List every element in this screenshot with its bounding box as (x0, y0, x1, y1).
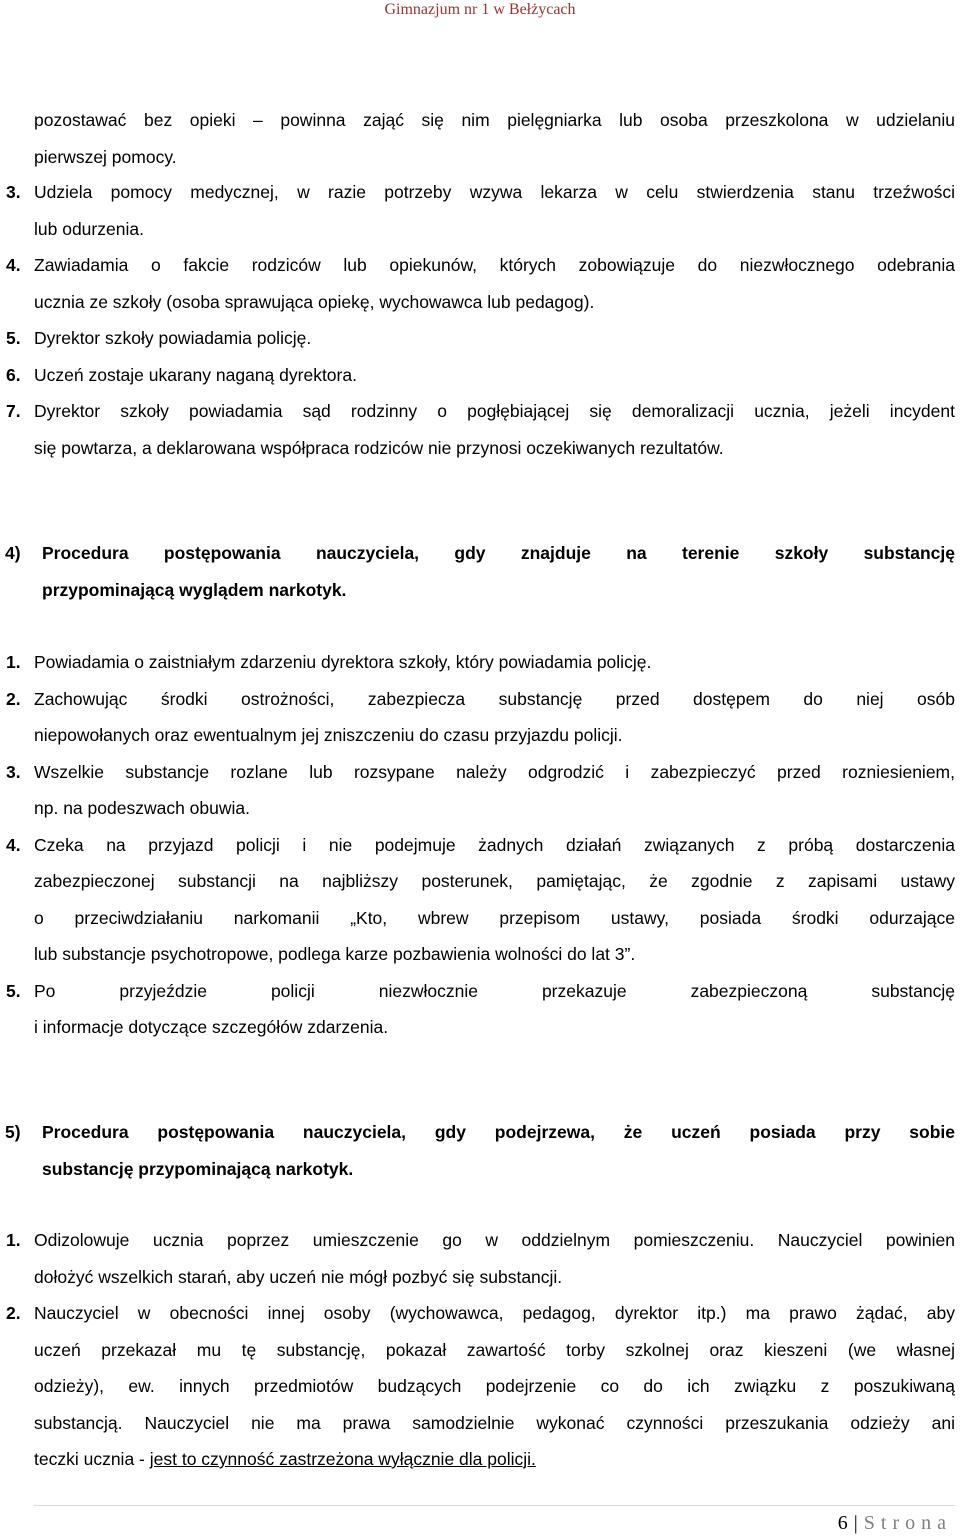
list-item: 4. Czeka na przyjazd policji i nie podejmuje żadnych działań związanych z próbą dostarczenia (34, 827, 955, 864)
list-number: 1. (6, 1230, 21, 1250)
list-item-continued: niepowołanych oraz ewentualnym jej zniszczeniu do czasu przyjazdu policji. (34, 725, 623, 745)
list-item-continued: uczeń przekazał mu tę substancję, pokazał zawartość torby szkolnej oraz kieszeni (we własnej (34, 1339, 955, 1360)
list-number: 3. (6, 761, 21, 782)
continuation-paragraph (34, 102, 955, 175)
underlined-text: jest to czynność zastrzeżona wyłącznie dla policji. (149, 1449, 536, 1469)
list-item-continued: i informacje dotyczące szczegółów zdarzenia. (34, 1017, 389, 1037)
list-item: 4. Zawiadamia o fakcie rodziców lub opiekunów, których zobowiązuje do niezwłocznego odebrania (34, 247, 955, 284)
list-number: 5. (6, 328, 21, 348)
section-number: 4) (5, 543, 21, 563)
list-item: 7. Dyrektor szkoły powiadamia sąd rodzinny o pogłębiającej się demoralizacji ucznia, jeżeli incydent (34, 393, 955, 430)
section-title-line: przypominającą wyglądem narkotyk. (42, 580, 347, 600)
list-item: 3. Udziela pomocy medycznej, w razie potrzeby wzywa lekarza w celu stwierdzenia stanu trzeźwości (34, 174, 955, 211)
list-number: 4. (6, 255, 21, 275)
list-item: 3. Wszelkie substancje rozlane lub rozsypane należy odgrodzić i zabezpieczyć przed rozniesieniem, (34, 754, 955, 791)
list-item: 6. Uczeń zostaje ukarany naganą dyrektora. (34, 357, 955, 394)
list-item-continued: się powtarza, a deklarowana współpraca rodziców nie przynosi oczekiwanych rezultatów. (34, 437, 724, 458)
section-title-line: Procedura postępowania nauczyciela, gdy znajduje na terenie szkoły substancję (42, 543, 955, 563)
section-heading-5 (5, 1114, 955, 1188)
list-item: 1. Powiadamia o zaistniałym zdarzeniu dyrektora szkoły, który powiadamia policję. (34, 644, 955, 681)
list-item-continued: lub odurzenia. (34, 218, 144, 239)
numbered-list-b (6, 644, 955, 1046)
section-heading-4 (5, 535, 955, 609)
header-title: Gimnazjum nr 1 w Bełżycach (384, 1, 576, 18)
list-item-continued: np. na podeszwach obuwia. (34, 798, 250, 818)
list-number: 4. (6, 834, 21, 855)
list-item-continued: lub substancje psychotropowe, podlega karze pozbawienia wolności do lat 3”. (34, 944, 636, 964)
numbered-list-c (6, 1222, 955, 1478)
section-number: 5) (5, 1122, 21, 1142)
list-item-continued: dołożyć wszelkich starań, aby uczeń nie mógł pozbyć się substancji. (34, 1266, 563, 1287)
list-number: 2. (6, 688, 21, 709)
list-number: 7. (6, 401, 21, 421)
list-number: 2. (6, 1303, 21, 1323)
list-item-continued: odzieży), ew. innych przedmiotów budzących podejrzenie co do ich związku z poszukiwaną (34, 1376, 955, 1396)
numbered-list-a (6, 174, 955, 466)
list-item-continued: o przeciwdziałaniu narkomanii „Kto, wbrew przepisom ustawy, posiada środki odurzające (34, 907, 955, 928)
text-line: pierwszej pomocy. (34, 146, 177, 167)
page-footer (838, 1512, 952, 1535)
list-item: 1. Odizolowuje ucznia poprzez umieszczenie go w oddzielnym pomieszczeniu. Nauczyciel powinien (34, 1222, 955, 1259)
section-title-line: Procedura postępowania nauczyciela, gdy podejrzewa, że uczeń posiada przy sobie (42, 1122, 955, 1142)
footer-label: Strona (863, 1512, 952, 1534)
page-header (0, 0, 960, 19)
section-title-line: substancję przypominającą narkotyk. (42, 1159, 354, 1179)
list-item: 5. Dyrektor szkoły powiadamia policję. (34, 320, 955, 357)
list-item: 2. Zachowując środki ostrożności, zabezpiecza substancję przed dostępem do niej osób (34, 681, 955, 718)
footer-separator: | (853, 1512, 858, 1534)
text-line: pozostawać bez opieki – powinna zająć się nim pielęgniarka lub osoba przeszkolona w udzielaniu (34, 110, 955, 130)
page-number: 6 (837, 1512, 848, 1534)
list-item: 5. Po przyjeździe policji niezwłocznie przekazuje zabezpieczoną substancję (34, 973, 955, 1010)
list-number: 1. (6, 652, 21, 672)
list-number: 6. (6, 364, 21, 385)
list-item-continued: ucznia ze szkoły (osoba sprawująca opiekę, wychowawca lub pedagog). (34, 291, 595, 312)
list-number: 5. (6, 980, 21, 1001)
list-item-continued (34, 1441, 955, 1478)
list-number: 3. (6, 182, 21, 202)
text-plain: teczki ucznia - (34, 1449, 150, 1469)
list-item-continued: zabezpieczonej substancji na najbliższy posterunek, pamiętając, że zgodnie z zapisami ustawy (34, 871, 955, 891)
list-item: 2. Nauczyciel w obecności innej osoby (wychowawca, pedagog, dyrektor itp.) ma prawo żądać, aby (34, 1295, 955, 1332)
list-item-continued: substancją. Nauczyciel nie ma prawa samodzielnie wykonać czynności przeszukania odzieży ani (34, 1412, 955, 1433)
footer-divider (34, 1505, 955, 1506)
